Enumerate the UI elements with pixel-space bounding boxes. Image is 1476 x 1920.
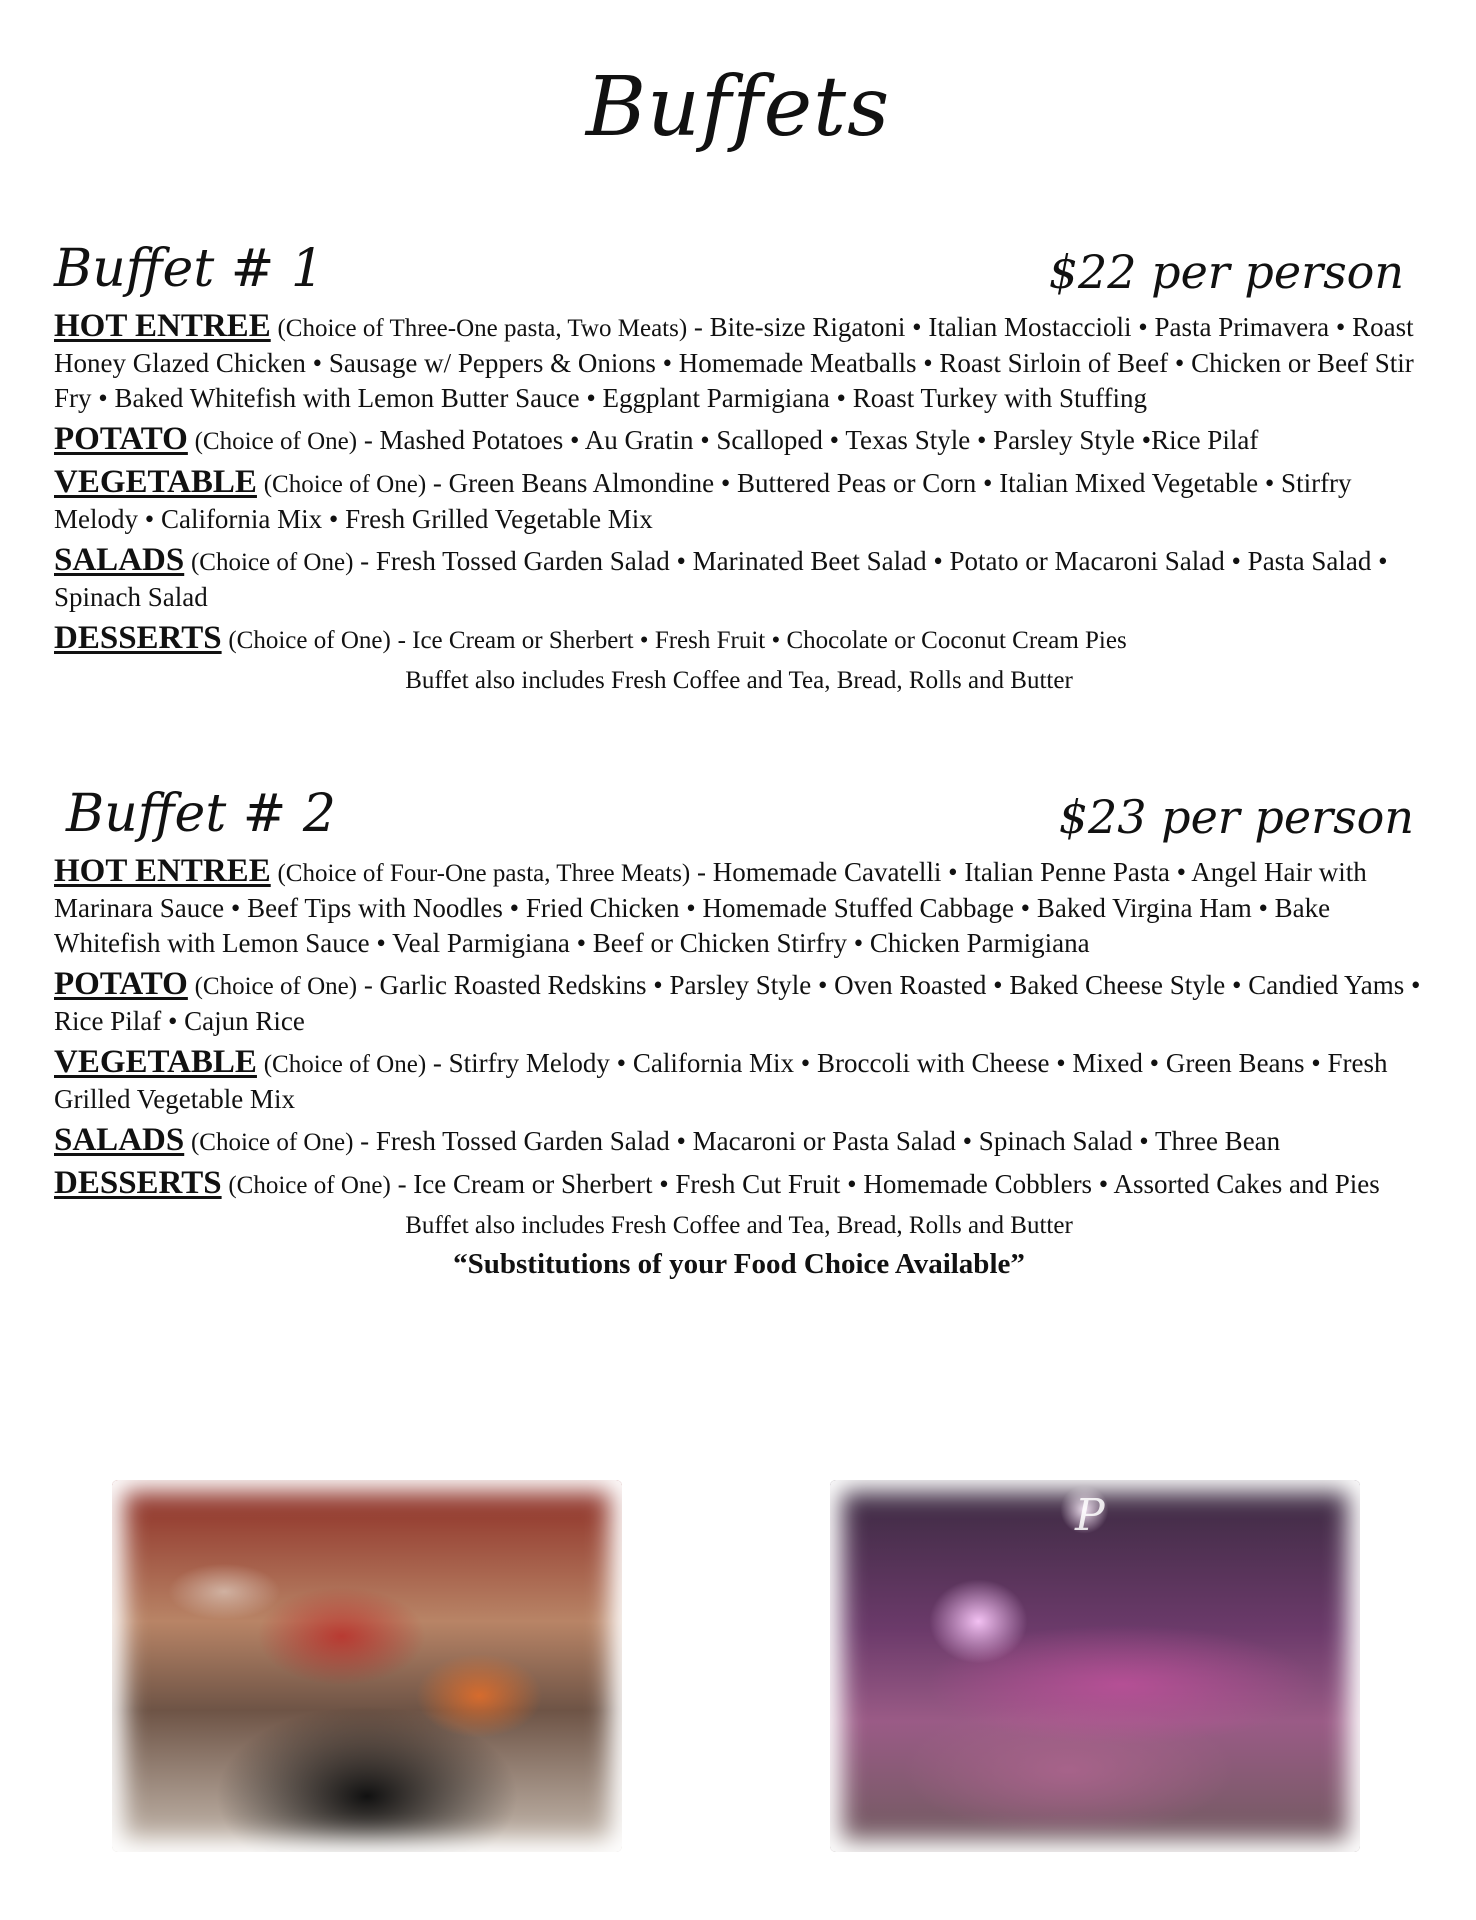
section-items: - Fresh Tossed Garden Salad • Macaroni or Pasta Salad • Spinach Salad • Three Bean — [360, 1126, 1281, 1156]
buffet-name: Buffet # 2 — [66, 784, 336, 844]
section-items: - Green Beans Almondine • Buttered Peas or Corn • Italian Mixed Vegetable • Stirfry Melody • California Mix • Fresh Grilled Vegetable Mix — [54, 468, 1352, 534]
section-items: - Bite-size Rigatoni • Italian Mostaccioli • Pasta Primavera • Roast Honey Glazed Chicken • Sausage w/ Peppers & Onions • Homemade Meatballs • Roast Sirloin of Beef • Chicken or Beef Stir Fry • Baked Whitefish with Lemon Butter Sauce • Eggplant Parmigiana • Roast Turkey with Stuffing — [54, 312, 1414, 413]
buffet-photo-purple — [830, 1480, 1360, 1852]
buffet-price: $23 per person — [1058, 790, 1414, 844]
section-salads — [54, 1123, 1424, 1160]
buffet-photo-red — [112, 1480, 622, 1852]
section-label: POTATO — [54, 421, 188, 457]
section-label: SALADS — [54, 1122, 185, 1158]
section-label: DESSERTS — [54, 620, 222, 656]
section-items: - Stirfry Melody • California Mix • Broccoli with Cheese • Mixed • Green Beans • Fresh Grilled Vegetable Mix — [54, 1048, 1388, 1114]
section-choice: (Choice of One) — [194, 973, 358, 1000]
buffet-price: $22 per person — [1048, 245, 1404, 299]
section-items: - Homemade Cavatelli • Italian Penne Pasta • Angel Hair with Marinara Sauce • Beef Tips with Noodles • Fried Chicken • Homemade Stuffed Cabbage • Baked Virgina Ham • Bake Whitefish with Lemon Sauce • Veal Parmigiana • Beef or Chicken Stirfry • Chicken Parmigiana — [54, 857, 1367, 958]
buffet-header — [54, 770, 1424, 850]
section-label: POTATO — [54, 966, 188, 1002]
section-potato — [54, 967, 1424, 1039]
section-label: VEGETABLE — [54, 464, 257, 500]
section-choice: (Choice of One) — [263, 471, 427, 498]
section-label: HOT ENTREE — [54, 853, 271, 889]
section-vegetable — [54, 465, 1424, 537]
section-hot-entree — [54, 854, 1424, 961]
monogram-logo: P — [1075, 1490, 1105, 1541]
section-label: VEGETABLE — [54, 1044, 257, 1080]
section-salads — [54, 543, 1424, 615]
page-title: Buffets — [585, 60, 891, 155]
buffet-name: Buffet # 1 — [54, 239, 324, 299]
section-choice: (Choice of One) — [228, 627, 391, 654]
section-potato — [54, 422, 1424, 459]
section-items: - Ice Cream or Sherbert • Fresh Cut Fruit • Homemade Cobblers • Assorted Cakes and Pies — [397, 1169, 1380, 1199]
buffet-includes: Buffet also includes Fresh Coffee and Tea, Bread, Rolls and Butter — [405, 1212, 1073, 1239]
section-items: - Fresh Tossed Garden Salad • Marinated Beet Salad • Potato or Macaroni Salad • Pasta Salad • Spinach Salad — [54, 546, 1388, 612]
section-vegetable — [54, 1045, 1424, 1117]
section-label: DESSERTS — [54, 1165, 222, 1201]
section-items: - Ice Cream or Sherbert • Fresh Fruit • Chocolate or Coconut Cream Pies — [397, 627, 1127, 654]
section-label: HOT ENTREE — [54, 308, 271, 344]
buffet-header — [54, 225, 1424, 305]
section-choice: (Choice of One) — [190, 549, 354, 576]
section-desserts — [54, 1166, 1424, 1203]
buffet-1 — [54, 225, 1424, 698]
section-desserts — [54, 621, 1424, 658]
section-choice: (Choice of Three-One pasta, Two Meats) — [277, 315, 688, 342]
section-choice: (Choice of One) — [190, 1129, 354, 1156]
section-label: SALADS — [54, 542, 185, 578]
section-choice: (Choice of One) — [228, 1172, 391, 1199]
section-hot-entree — [54, 309, 1424, 416]
section-choice: (Choice of One) — [194, 428, 358, 455]
section-items: - Garlic Roasted Redskins • Parsley Style • Oven Roasted • Baked Cheese Style • Candied Yams • Rice Pilaf • Cajun Rice — [54, 970, 1421, 1036]
section-choice: (Choice of One) — [263, 1051, 427, 1078]
section-choice: (Choice of Four-One pasta, Three Meats) — [277, 860, 691, 887]
buffet-includes: Buffet also includes Fresh Coffee and Tea, Bread, Rolls and Butter — [405, 667, 1073, 694]
buffet-2 — [54, 770, 1424, 1283]
section-items: - Mashed Potatoes • Au Gratin • Scalloped • Texas Style • Parsley Style •Rice Pilaf — [363, 425, 1259, 455]
substitutions-note: “Substitutions of your Food Choice Available” — [453, 1248, 1025, 1280]
